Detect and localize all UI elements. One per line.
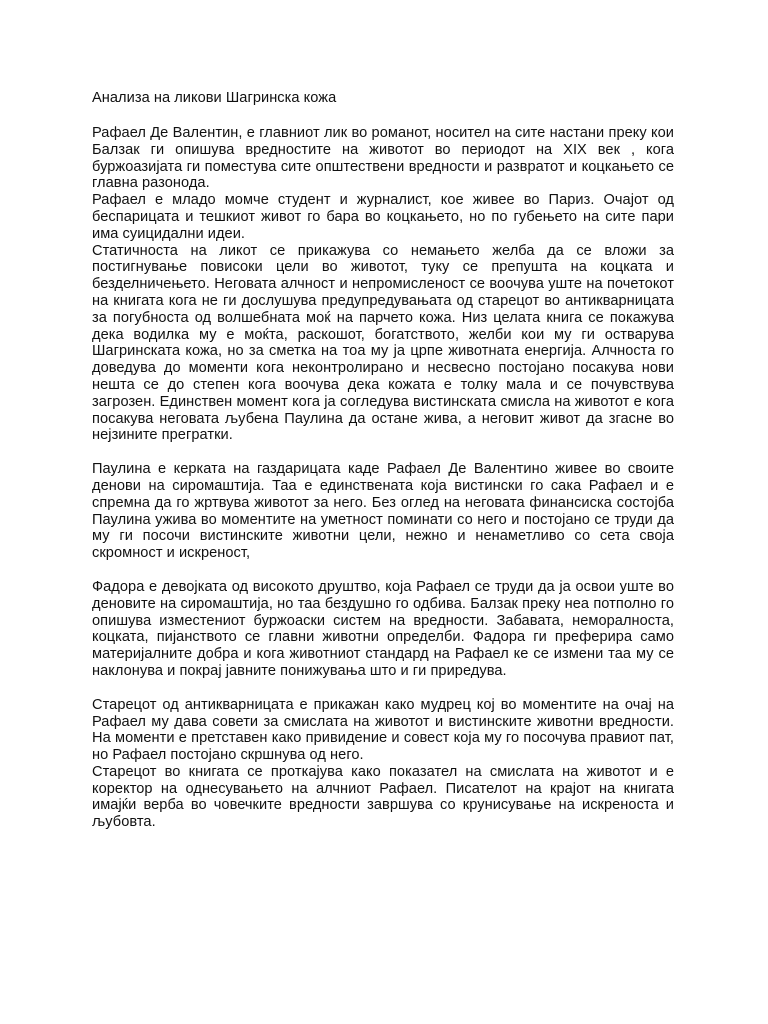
document-body [92, 90, 674, 831]
paragraph-paulina: Паулина е керката на газдарицата каде Рафаел Де Валентино живее во своите денови на сиромаштија. Таа е единствената која вистински го сака Рафаел и е спремна да го жртвува животот за него. Без оглед на неговата финансиска состојба Паулина ужива во моментите на уметност поминати со него и постојано се труди да му ги посочи вистинските животни цели, нежно и ненаметливо со сета своја скромност и искреност, [92, 461, 674, 562]
paragraph-fadora: Фадора е девојката од високото друштво, која Рафаел се труди да ја освои уште во деновите на сиромаштија, но таа бездушно го одбива. Балзак преку неа потполно го опишува изместениот буржоаски систем на вредности. Забавата, неморалноста, коцката, пијанството се главни животни определби. Фадора ги преферира само материјалните добра и кога животниот стандард на Рафаел ке се измени таа му се наклонува и покрај јавните понижувања што и ги приредува. [92, 578, 674, 679]
paragraph-gap [92, 444, 674, 461]
paragraph-gap [92, 562, 674, 579]
paragraph-gap [92, 680, 674, 697]
paragraph-rafael-analysis: Статичноста на ликот се прикажува со немањето желба да се вложи за постигнување повисоки цели во животот, туку се препушта на коцката и безделничењето. Неговата алчност и непромисленост се воочува уште на почетокот на книгата кога не ги дослушува предупредувањата од старецот во антикварницата за погубноста од волшебната моќ на парчето кожа. Низ целата книга се покажува дека водилка му е моќта, раскошот, богатството, желби кои му ги остварува Шагринската кожа, но за сметка на тоа му ја црпе животната енергија. Алчноста го доведува до моменти кога неконтролирано и несвесно постојано посакува нови нешта се до степен кога воочува дека кожата е толку мала и се почувствува загрозен. Единствен момент кога ја согледува вистинската смисла на животот е кога посакува неговата љубена Паулина да остане жива, а неговит живот да згасне во нејзините прегратки. [92, 242, 674, 444]
paragraph-rafael-intro: Рафаел Де Валентин, е главниот лик во романот, носител на сите настани преку кои Балзак ги опишува вредностите на животот во периодот на XIX век , кога буржоазијата ги поместува сите општествени вредности и развратот и коцкањето се главна разонода. [92, 125, 674, 192]
paragraph-old-man: Старецот од антикварницата е прикажан како мудрец кој во моментите на очај на Рафаел му дава совети за смислата на животот и вистинските животни вредности. На моменти е претставен како привидение и совест која му го посочува правиот пат, но Рафаел постојано скршнува од него. [92, 696, 674, 764]
document-title: Анализа на ликови Шагринска кожа [92, 90, 337, 106]
paragraph-old-man-role: Старецот во книгата се проткајува како показател на смислата на животот и е коректор на однесувањето на алчниот Рафаел. Писателот на крајот на книгата имајќи верба во човечките вредности завршува со крунисување на искреноста и љубовта. [92, 763, 674, 831]
paragraph-rafael-student: Рафаел е младо момче студент и журналист, кое живее во Париз. Очајот од беспарицата и тешкиот живот го бара во коцкањето, но по губењето на сите пари има суицидални идеи. [92, 192, 674, 242]
